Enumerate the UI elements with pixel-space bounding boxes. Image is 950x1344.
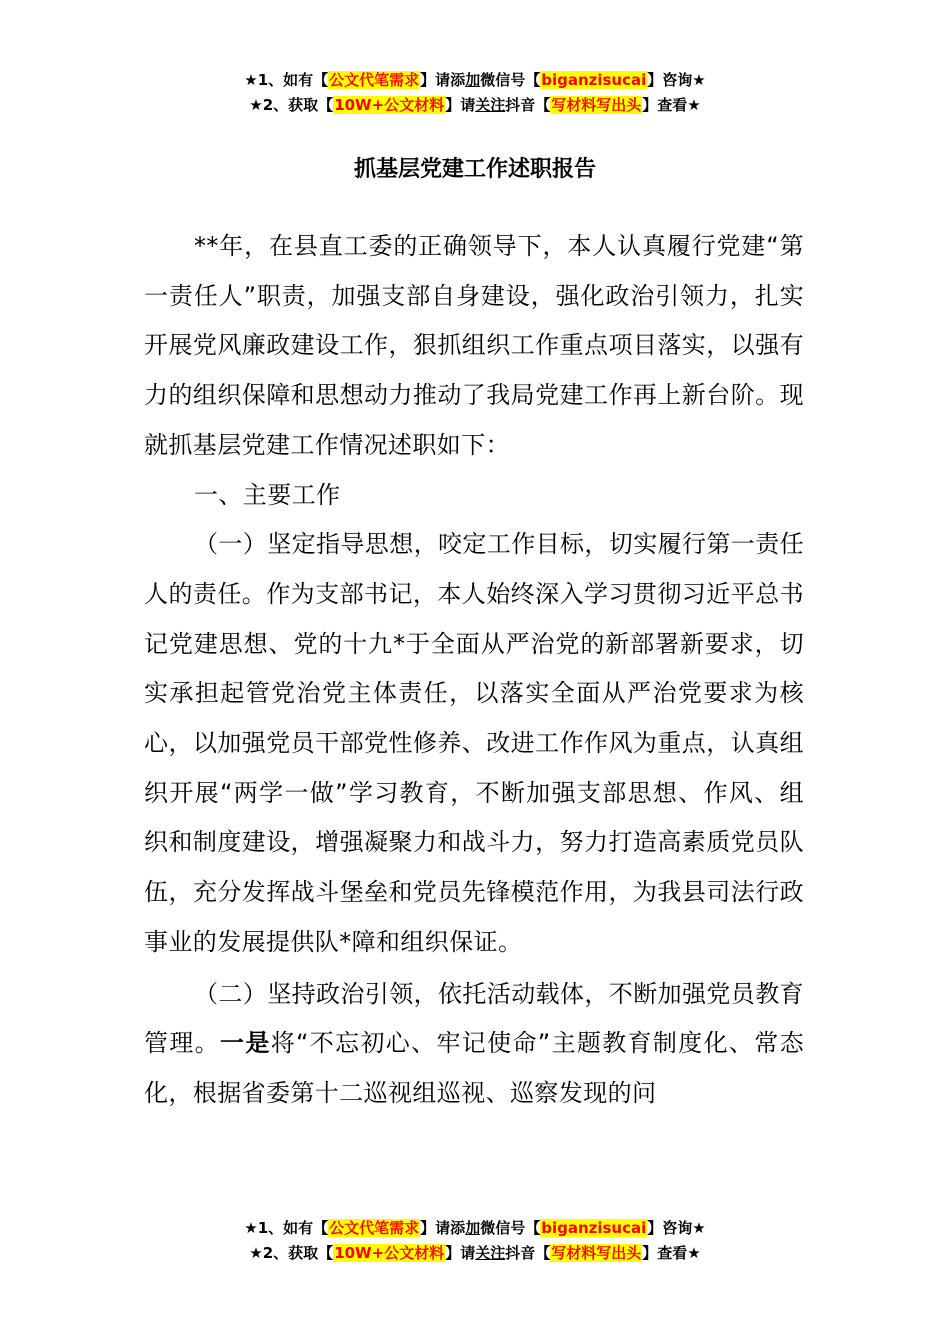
banner-highlight: biganzisucai (541, 71, 647, 89)
item-2-bold: 一是 (220, 1029, 271, 1058)
banner-text: 抖音【 (505, 96, 551, 114)
item-2-text: （二）坚持政治引领，依托活动载体，不断加强党员教育管理。 (144, 979, 804, 1058)
banner-underline: 加 (465, 71, 481, 89)
banner-text: 微信号【 (480, 71, 541, 89)
item-2-paragraph (144, 970, 804, 1119)
banner-underline: 关注 (475, 1244, 506, 1262)
banner-line-1 (0, 1216, 950, 1241)
document-title: 抓基层党建工作述职报告 (353, 157, 596, 182)
banner-text: 】查看★ (642, 1244, 701, 1262)
banner-highlight: 公文代笔需求 (329, 71, 420, 89)
banner-highlight: 写材料写出头 (551, 1244, 642, 1262)
intro-paragraph: **年，在县直工委的正确领导下，本人认真履行党建“第一责任人”职责，加强支部自身建设，强化政治引领力，扎实开展党风廉政建设工作，狠抓组织工作重点项目落实，以强有力的组织保障和思想动力推动了我局党建工作再上新台阶。现就抓基层党建工作情况述职如下： (144, 232, 804, 459)
banner-text: ★2、获取【 (249, 96, 334, 114)
banner-highlight: 10W+公文材料 (334, 96, 445, 114)
banner-highlight: 公文代笔需求 (329, 1219, 420, 1237)
document-body (144, 222, 804, 1119)
banner-text: 】咨询★ (647, 71, 706, 89)
footer-banner (0, 1216, 950, 1266)
item-1-paragraph: （一）坚定指导思想，咬定工作目标，切实履行第一责任人的责任。作为支部书记，本人始终深入学习贯彻习近平总书记党建思想、党的十九*于全面从严治党的新部署新要求，切实承担起管党治党主体责任，以落实全面从严治党要求为核心，以加强党员干部党性修养、改进工作作风为重点，认真组织开展“两学一做”学习教育，不断加强支部思想、作风、组织和制度建设，增强凝聚力和战斗力，努力打造高素质党员队伍，充分发挥战斗堡垒和党员先锋模范作用，为我县司法行政事业的发展提供队*障和组织保证。 (144, 530, 804, 956)
banner-underline: 关注 (475, 96, 506, 114)
header-banner (0, 68, 950, 118)
banner-text: 】请添 (420, 71, 466, 89)
banner-highlight: 10W+公文材料 (334, 1244, 445, 1262)
banner-highlight: 写材料写出头 (551, 96, 642, 114)
section-heading: 一、主要工作 (194, 480, 341, 509)
banner-text: 】咨询★ (647, 1219, 706, 1237)
banner-text: 微信号【 (480, 1219, 541, 1237)
item-2-rest: 将“不忘初心、牢记使命”主题教育制度化、常态化，根据省委第十二巡视组巡视、巡察发现的问 (144, 1029, 804, 1107)
banner-line-1 (0, 68, 950, 93)
banner-text: ★1、如有【 (244, 71, 329, 89)
banner-text: ★1、如有【 (244, 1219, 329, 1237)
banner-text: ★2、获取【 (249, 1244, 334, 1262)
banner-text: 】请 (445, 1244, 476, 1262)
banner-text: 】请添 (420, 1219, 466, 1237)
banner-line-2 (0, 93, 950, 118)
banner-underline: 加 (465, 1219, 481, 1237)
banner-line-2 (0, 1241, 950, 1266)
banner-text: 抖音【 (505, 1244, 551, 1262)
banner-text: 】请 (445, 96, 476, 114)
banner-text: 】查看★ (642, 96, 701, 114)
banner-highlight: biganzisucai (541, 1219, 647, 1237)
